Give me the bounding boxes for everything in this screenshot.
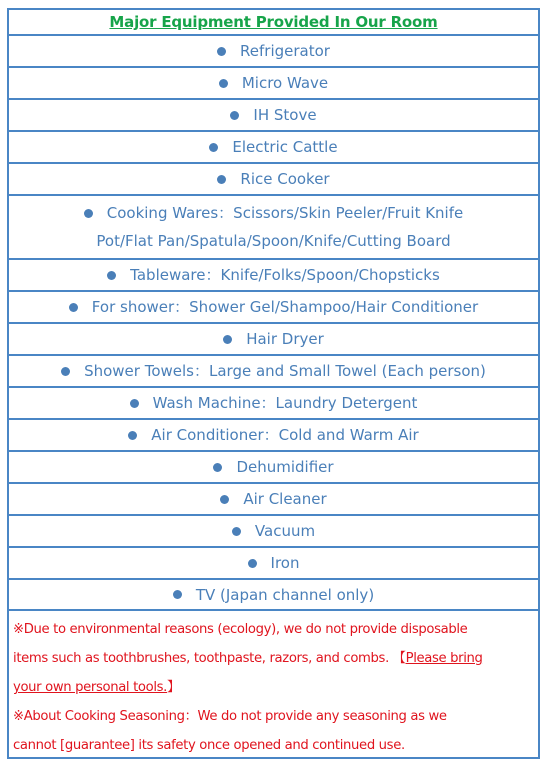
note-ecology-line-3 [13,673,534,702]
list-item [9,68,538,100]
note-bracket-end: 】 [167,680,180,695]
note-ecology-text: items such as toothbrushes, toothpaste, razors, and combs. 【 [13,651,406,666]
equipment-table [7,8,540,759]
item-label: Cooking Wares：Scissors/Skin Peeler/Fruit Knife [106,204,464,222]
item-label: Iron [270,554,300,572]
item-label-continued: Pot/Flat Pan/Spatula/Spoon/Knife/Cutting Board [96,232,451,250]
item-label: Micro Wave [241,74,329,92]
item-label: Air Conditioner：Cold and Warm Air [151,426,419,444]
item-label: Shower Towels：Large and Small Towel (Each person) [84,362,486,380]
list-item [9,356,538,388]
bullet-icon [220,495,229,504]
list-item [9,324,538,356]
bullet-icon [128,431,137,440]
bullet-icon [130,399,139,408]
item-label: Rice Cooker [240,170,330,188]
item-label: Wash Machine：Laundry Detergent [152,394,418,412]
list-item [9,132,538,164]
item-label: IH Stove [253,106,317,124]
bullet-icon [230,111,239,120]
page-title: Major Equipment Provided In Our Room [109,13,438,31]
bullet-icon [232,527,241,536]
note-seasoning-line-2: cannot [guarantee] its safety once opened and continued use. [13,738,405,753]
item-label: Air Cleaner [243,490,327,508]
list-item [9,516,538,548]
note-personal-tools-underlined: your own personal tools. [13,680,168,695]
bullet-icon [248,559,257,568]
list-item [9,548,538,580]
list-item [9,164,538,196]
bullet-icon [84,209,93,218]
bullet-icon [107,271,116,280]
item-label: Tableware：Knife/Folks/Spoon/Chopsticks [130,266,440,284]
note-bring-tools-underlined: Please bring [405,651,483,666]
bullet-icon [213,463,222,472]
notes-section [9,611,538,760]
bullet-icon [217,175,226,184]
bullet-icon [173,590,182,599]
list-item [9,100,538,132]
list-item [9,452,538,484]
item-label: Refrigerator [240,42,330,60]
list-item [9,36,538,68]
title-row [9,10,538,36]
list-item [9,580,538,611]
bullet-icon [69,303,78,312]
note-ecology-line-2 [13,644,534,673]
list-item [9,420,538,452]
bullet-icon [209,143,218,152]
bullet-icon [223,335,232,344]
bullet-icon [219,79,228,88]
item-label: Dehumidifier [236,458,334,476]
note-seasoning-line-1: ※About Cooking Seasoning：We do not provide any seasoning as we [13,709,447,724]
list-item [9,484,538,516]
item-label: TV (Japan channel only) [195,585,375,604]
list-item [9,260,538,292]
list-item [9,388,538,420]
item-label: Electric Cattle [232,138,338,156]
bullet-icon [61,367,70,376]
note-ecology-line-1: ※Due to environmental reasons (ecology), we do not provide disposable [13,622,468,637]
list-item [9,196,538,260]
bullet-icon [217,47,226,56]
item-label: Hair Dryer [246,330,324,348]
item-label: For shower：Shower Gel/Shampoo/Hair Conditioner [91,298,479,316]
item-label: Vacuum [254,522,316,540]
list-item [9,292,538,324]
